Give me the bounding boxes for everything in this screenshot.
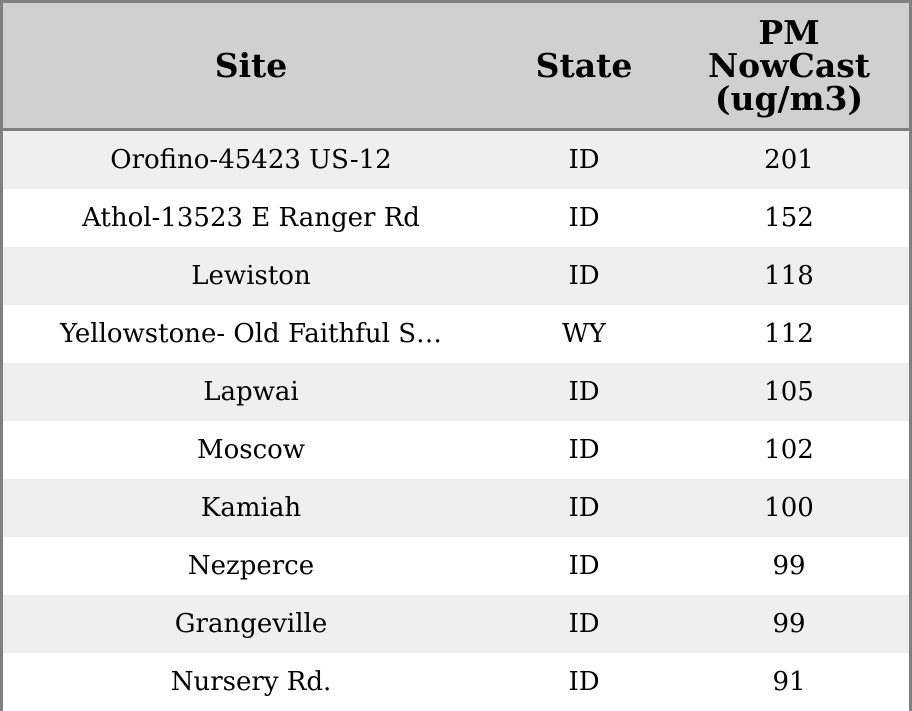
state-cell: WY <box>499 305 669 363</box>
data-table <box>3 3 909 711</box>
pm-value-cell: 105 <box>669 363 909 421</box>
site-cell: Lapwai <box>3 363 499 421</box>
table-row <box>3 189 909 247</box>
site-cell: Orofino-45423 US-12 <box>3 130 499 190</box>
table-row <box>3 130 909 190</box>
site-cell: Grangeville <box>3 595 499 653</box>
table-body <box>3 130 909 711</box>
table-row <box>3 305 909 363</box>
pm-value-cell: 118 <box>669 247 909 305</box>
site-cell: Kamiah <box>3 479 499 537</box>
state-cell: ID <box>499 247 669 305</box>
pm-value-cell: 201 <box>669 130 909 190</box>
table-row <box>3 479 909 537</box>
table-row <box>3 247 909 305</box>
header-row <box>3 3 909 130</box>
state-cell: ID <box>499 421 669 479</box>
column-header-site: Site <box>3 3 499 130</box>
state-cell: ID <box>499 653 669 711</box>
site-cell: Nezperce <box>3 537 499 595</box>
pm-value-cell: 100 <box>669 479 909 537</box>
pm-value-cell: 91 <box>669 653 909 711</box>
column-header-pm-line-2: NowCast <box>707 46 871 85</box>
state-cell: ID <box>499 595 669 653</box>
pm-value-cell: 152 <box>669 189 909 247</box>
table-header <box>3 3 909 130</box>
table-row <box>3 653 909 711</box>
state-cell: ID <box>499 130 669 190</box>
pm-value-cell: 99 <box>669 537 909 595</box>
pm-value-cell: 112 <box>669 305 909 363</box>
table-row <box>3 421 909 479</box>
site-cell: Yellowstone- Old Faithful S… <box>3 305 499 363</box>
site-cell: Nursery Rd. <box>3 653 499 711</box>
state-cell: ID <box>499 189 669 247</box>
site-cell: Athol-13523 E Ranger Rd <box>3 189 499 247</box>
column-header-pm-nowcast <box>669 3 909 130</box>
table-row <box>3 595 909 653</box>
site-cell: Lewiston <box>3 247 499 305</box>
column-header-pm-line-3: (ug/m3) <box>714 79 864 118</box>
pm-value-cell: 99 <box>669 595 909 653</box>
column-header-pm-line-1: PM <box>758 13 820 52</box>
state-cell: ID <box>499 537 669 595</box>
state-cell: ID <box>499 479 669 537</box>
table-row <box>3 537 909 595</box>
table-row <box>3 363 909 421</box>
column-header-state: State <box>499 3 669 130</box>
state-cell: ID <box>499 363 669 421</box>
pm-value-cell: 102 <box>669 421 909 479</box>
site-cell: Moscow <box>3 421 499 479</box>
